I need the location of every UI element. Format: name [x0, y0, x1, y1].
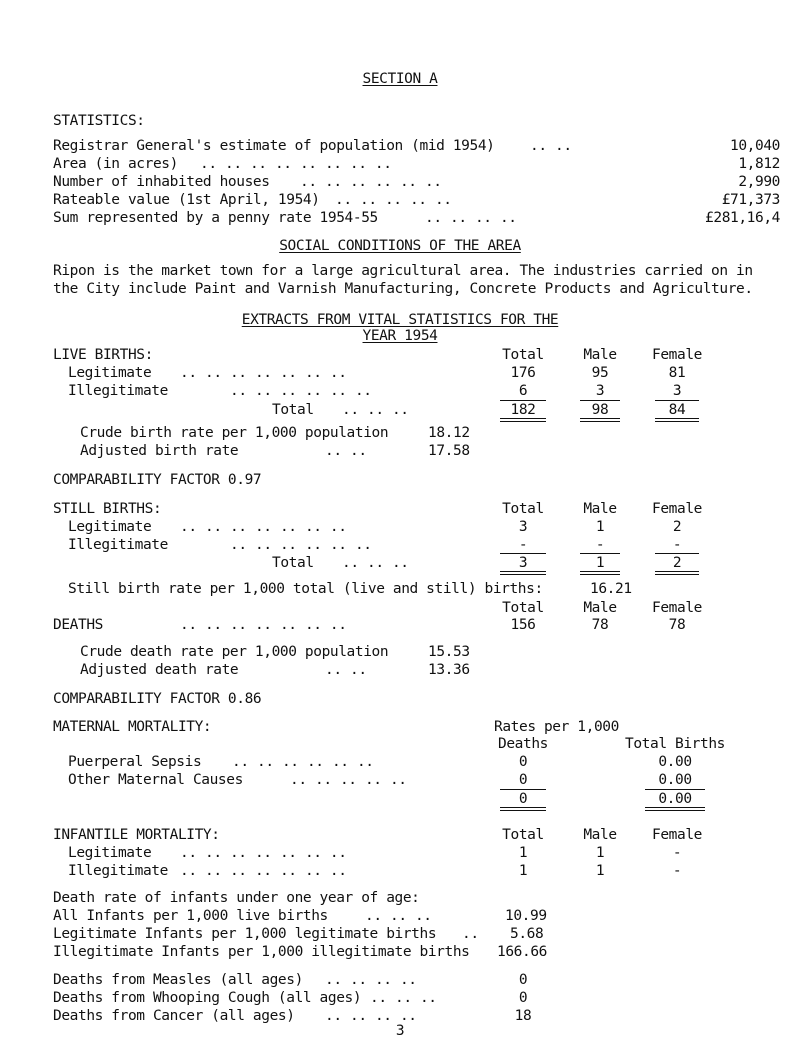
cell-deaths: 0 — [518, 772, 528, 788]
deaths-header: Deaths — [498, 736, 548, 752]
infant-rate-label: Illegitimate Infants per 1,000 illegitimate births — [53, 944, 470, 960]
adjusted-death-rate-value: 13.36 — [428, 662, 470, 678]
row-label: Other Maternal Causes — [68, 772, 243, 788]
col-female-header: Female — [652, 501, 702, 517]
cell-female: - — [672, 863, 682, 879]
stat-label: Registrar General's estimate of population (mid 1954) — [53, 138, 495, 154]
still-birth-rate-label: Still birth rate per 1,000 total (live and still) births: — [68, 581, 543, 597]
rates-header: Rates per 1,000 — [494, 719, 619, 735]
still-births-heading: STILL BIRTHS: — [53, 501, 162, 517]
stat-value: 1,812 — [738, 156, 780, 172]
col-female-header: Female — [652, 347, 702, 363]
leader-dots: .. .. .. — [370, 990, 437, 1006]
leader-dots: .. .. .. .. .. .. — [232, 754, 374, 770]
double-rule — [655, 421, 699, 422]
leader-dots: .. .. .. .. .. .. .. — [180, 845, 347, 861]
extracts-heading-year: YEAR 1954 — [362, 328, 438, 344]
col-female-header: Female — [652, 600, 702, 616]
social-text-line: the City include Paint and Varnish Manufacturing, Concrete Products and Agriculture. — [53, 281, 753, 297]
section-heading: SECTION A — [362, 71, 438, 87]
leader-dots: .. .. .. — [342, 402, 409, 418]
double-rule — [580, 574, 620, 575]
page-number: 3 — [395, 1023, 405, 1039]
social-text-line: Ripon is the market town for a large agricultural area. The industries carried on in — [53, 263, 753, 279]
adjusted-birth-rate-label: Adjusted birth rate — [80, 443, 239, 459]
stat-label: Sum represented by a penny rate 1954-55 — [53, 210, 378, 226]
leader-dots: .. — [462, 926, 479, 942]
leader-dots: .. .. .. .. .. — [290, 772, 407, 788]
crude-death-rate-value: 15.53 — [428, 644, 470, 660]
row-label: Legitimate — [68, 845, 152, 861]
leader-dots: .. .. .. .. .. .. — [300, 174, 442, 190]
stat-value: £71,373 — [721, 192, 780, 208]
crude-death-rate-label: Crude death rate per 1,000 population — [80, 644, 389, 660]
leader-dots: .. .. .. .. .. .. .. .. — [200, 156, 392, 172]
cell-female: 2 — [672, 555, 682, 571]
cell-deaths: 0 — [518, 754, 528, 770]
deaths-from-label: Deaths from Whooping Cough (all ages) — [53, 990, 362, 1006]
leader-dots: .. .. — [530, 138, 572, 154]
col-female-header: Female — [652, 827, 702, 843]
col-total-header: Total — [502, 600, 544, 616]
row-label: Illegitimate — [68, 863, 168, 879]
cell-total: 6 — [518, 383, 528, 399]
cell-rate: 0.00 — [658, 772, 692, 788]
double-rule — [645, 807, 705, 808]
crude-birth-rate-value: 18.12 — [428, 425, 470, 441]
double-rule — [500, 571, 546, 572]
total-label: Total — [272, 402, 314, 418]
stat-label: Rateable value (1st April, 1954) — [53, 192, 320, 208]
comparability-factor: COMPARABILITY FACTOR 0.86 — [53, 691, 262, 707]
col-total-header: Total — [502, 347, 544, 363]
double-rule — [655, 418, 699, 419]
deaths-from-label: Deaths from Measles (all ages) — [53, 972, 303, 988]
leader-dots: .. .. .. .. — [325, 1008, 417, 1024]
leader-dots: .. .. .. .. .. .. .. — [180, 863, 347, 879]
col-male-header: Male — [583, 600, 617, 616]
deaths-from-label: Deaths from Cancer (all ages) — [53, 1008, 295, 1024]
cell-female: 84 — [668, 402, 686, 418]
statistics-heading: STATISTICS: — [53, 113, 145, 129]
infant-rate-label: Legitimate Infants per 1,000 legitimate births — [53, 926, 437, 942]
leader-dots: .. .. .. .. .. .. .. — [180, 617, 347, 633]
cell-female: - — [672, 845, 682, 861]
leader-dots: .. .. — [325, 443, 367, 459]
double-rule — [500, 807, 546, 808]
cell-male: - — [595, 537, 605, 553]
maternal-heading: MATERNAL MORTALITY: — [53, 719, 212, 735]
stat-label: Area (in acres) — [53, 156, 178, 172]
crude-birth-rate-label: Crude birth rate per 1,000 population — [80, 425, 389, 441]
infant-rate-value: 166.66 — [497, 944, 547, 960]
deaths-heading: DEATHS — [53, 617, 103, 633]
double-rule — [645, 810, 705, 811]
col-male-header: Male — [583, 827, 617, 843]
cell-male: 3 — [595, 383, 605, 399]
row-label: Illegitimate — [68, 383, 168, 399]
double-rule — [500, 810, 546, 811]
double-rule — [580, 418, 620, 419]
adjusted-death-rate-label: Adjusted death rate — [80, 662, 239, 678]
cell-total: 156 — [510, 617, 536, 633]
cell-rate: 0.00 — [658, 754, 692, 770]
leader-dots: .. .. .. .. — [425, 210, 517, 226]
stat-value: £281,16,4 — [705, 210, 780, 226]
adjusted-birth-rate-value: 17.58 — [428, 443, 470, 459]
infantile-heading: INFANTILE MORTALITY: — [53, 827, 220, 843]
still-birth-rate-value: 16.21 — [590, 581, 632, 597]
cell-female: 78 — [668, 617, 686, 633]
double-rule — [655, 571, 699, 572]
cell-female: 3 — [672, 383, 682, 399]
cell-male: 98 — [591, 402, 609, 418]
cell-male: 78 — [591, 617, 609, 633]
double-rule — [500, 574, 546, 575]
cell-total: 1 — [518, 863, 528, 879]
row-label: Illegitimate — [68, 537, 168, 553]
leader-dots: .. .. .. — [365, 908, 432, 924]
cell-male: 1 — [595, 519, 605, 535]
leader-dots: .. .. .. .. — [325, 972, 417, 988]
extracts-heading: EXTRACTS FROM VITAL STATISTICS FOR THE — [241, 312, 559, 328]
deaths-from-value: 0 — [518, 972, 528, 988]
row-label: Puerperal Sepsis — [68, 754, 202, 770]
cell-total: 1 — [518, 845, 528, 861]
row-label: Legitimate — [68, 365, 152, 381]
double-rule — [580, 421, 620, 422]
cell-male: 95 — [591, 365, 609, 381]
cell-female: 2 — [672, 519, 682, 535]
col-total-header: Total — [502, 827, 544, 843]
infant-rate-label: All Infants per 1,000 live births — [53, 908, 328, 924]
total-label: Total — [272, 555, 314, 571]
infant-rate-value: 10.99 — [505, 908, 547, 924]
double-rule — [580, 571, 620, 572]
cell-male: 1 — [595, 863, 605, 879]
cell-female: - — [672, 537, 682, 553]
cell-total-rate: 0.00 — [658, 791, 692, 807]
stat-value: 2,990 — [738, 174, 780, 190]
leader-dots: .. .. .. .. .. .. — [230, 537, 372, 553]
cell-total: 176 — [510, 365, 536, 381]
deaths-from-value: 0 — [518, 990, 528, 1006]
leader-dots: .. .. .. .. .. .. .. — [180, 365, 347, 381]
live-births-heading: LIVE BIRTHS: — [53, 347, 153, 363]
cell-female: 81 — [668, 365, 686, 381]
leader-dots: .. .. .. .. .. .. — [230, 383, 372, 399]
infant-rate-heading: Death rate of infants under one year of age: — [53, 890, 420, 906]
deaths-from-value: 18 — [514, 1008, 532, 1024]
cell-male: 1 — [595, 555, 605, 571]
cell-total: - — [518, 537, 528, 553]
col-male-header: Male — [583, 347, 617, 363]
social-heading: SOCIAL CONDITIONS OF THE AREA — [279, 238, 521, 254]
stat-value: 10,040 — [730, 138, 780, 154]
double-rule — [655, 574, 699, 575]
double-rule — [500, 421, 546, 422]
row-label: Legitimate — [68, 519, 152, 535]
cell-total-deaths: 0 — [518, 791, 528, 807]
double-rule — [500, 418, 546, 419]
infant-rate-value: 5.68 — [510, 926, 544, 942]
leader-dots: .. .. .. .. .. .. .. — [180, 519, 347, 535]
cell-total: 3 — [518, 555, 528, 571]
stat-label: Number of inhabited houses — [53, 174, 270, 190]
leader-dots: .. .. .. .. .. — [335, 192, 452, 208]
comparability-factor: COMPARABILITY FACTOR 0.97 — [53, 472, 262, 488]
cell-total: 182 — [510, 402, 536, 418]
col-male-header: Male — [583, 501, 617, 517]
cell-male: 1 — [595, 845, 605, 861]
cell-total: 3 — [518, 519, 528, 535]
leader-dots: .. .. — [325, 662, 367, 678]
col-total-header: Total — [502, 501, 544, 517]
leader-dots: .. .. .. — [342, 555, 409, 571]
total-births-header: Total Births — [625, 736, 725, 752]
